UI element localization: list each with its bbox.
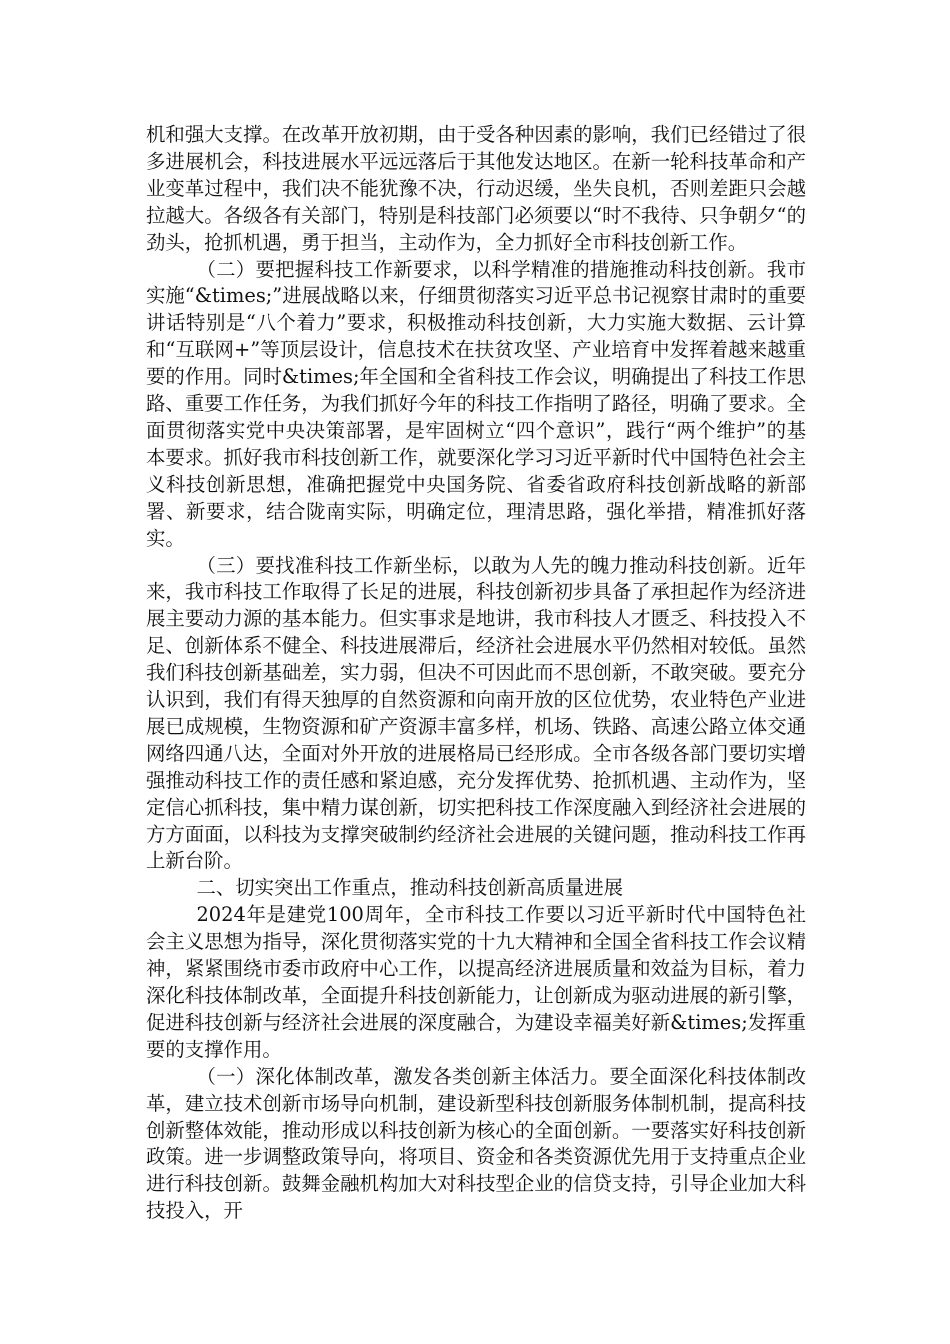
section-heading: 二、切实突出工作重点，推动科技创新高质量进展 bbox=[196, 876, 624, 900]
paragraph-section-three: （三）要找准科技工作新坐标，以敢为人先的魄力推动科技创新。近年来，我市科技工作取得了长足的进展，科技创新初步具备了承担起作为经济进展主要动力源的基本能力。但实事求是地讲，我市科技人才匮乏、科技投入不足、创新体系不健全、科技进展滞后，经济社会进展水平仍然相对较低。虽然我们科技创新基础差，实力弱，但决不可因此而不思创新，不敢突破。要充分认识到，我们有得天独厚的自然资源和向南开放的区位优势，农业特色产业进展已成规模，生物资源和矿产资源丰富多样，机场、铁路、高速公路立体交通网络四通八达，全面对外开放的进展格局已经形成。全市各级各部门要切实增强推动科技工作的责任感和紧迫感，充分发挥优势、抢抓机遇、主动作为，坚定信心抓科技，集中精力谋创新，切实把科技工作深度融入到经济社会进展的方方面面，以科技为支撑突破制约经济社会进展的关键问题，推动科技工作再上新台阶。 bbox=[146, 553, 806, 873]
paragraph-reform: （一）深化体制改革，激发各类创新主体活力。要全面深化科技体制改革，建立技术创新市场导向机制，建设新型科技创新服务体制机制，提高科技创新整体效能，推动形成以科技创新为核心的全面创新。一要落实好科技创新政策。进一步调整政策导向，将项目、资金和各类资源优先用于支持重点企业进行科技创新。鼓舞金融机构加大对科技型企业的信贷支持，引导企业加大科技投入，开 bbox=[146, 1064, 806, 1223]
document-page bbox=[146, 122, 806, 1225]
paragraph-section-two: （二）要把握科技工作新要求，以科学精准的措施推动科技创新。我市实施“&times;”进展战略以来，仔细贯彻落实习近平总书记视察甘肃时的重要讲话特别是“八个着力”要求，积极推动科技创新，大力实施大数据、云计算和“互联网+”等顶层设计，信息技术在扶贫攻坚、产业培育中发挥着越来越重要的作用。同时&times;年全国和全省科技工作会议，明确提出了科技工作思路、重要工作任务，为我们抓好今年的科技工作指明了路径，明确了要求。全面贯彻落实党中央决策部署，是牢固树立“四个意识”，践行“两个维护”的基本要求。抓好我市科技创新工作，就要深化学习习近平新时代中国特色社会主义科技创新思想，准确把握党中央国务院、省委省政府科技创新战略的新部署、新要求，结合陇南实际，明确定位，理清思路，强化举措，精准抓好落实。 bbox=[146, 257, 806, 550]
paragraph-year-overview: 2024年是建党100周年，全市科技工作要以习近平新时代中国特色社会主义思想为指导，深化贯彻落实党的十九大精神和全国全省科技工作会议精神，紧紧围绕市委市政府中心工作，以提高经济进展质量和效益为目标，着力深化科技体制改革，全面提升科技创新能力，让创新成为驱动进展的新引擎，促进科技创新与经济社会进展的深度融合，为建设幸福美好新&times;发挥重要的支撑作用。 bbox=[146, 903, 806, 1061]
paragraph-continuation: 机和强大支撑。在改革开放初期，由于受各种因素的影响，我们已经错过了很多进展机会，科技进展水平远远落后于其他发达地区。在新一轮科技革命和产业变革过程中，我们决不能犹豫不决，行动迟缓，坐失良机，否则差距只会越拉越大。各级各有关部门，特别是科技部门必须要以“时不我待、只争朝夕“的劲头，抢抓机遇，勇于担当，主动作为，全力抓好全市科技创新工作。 bbox=[146, 123, 806, 254]
